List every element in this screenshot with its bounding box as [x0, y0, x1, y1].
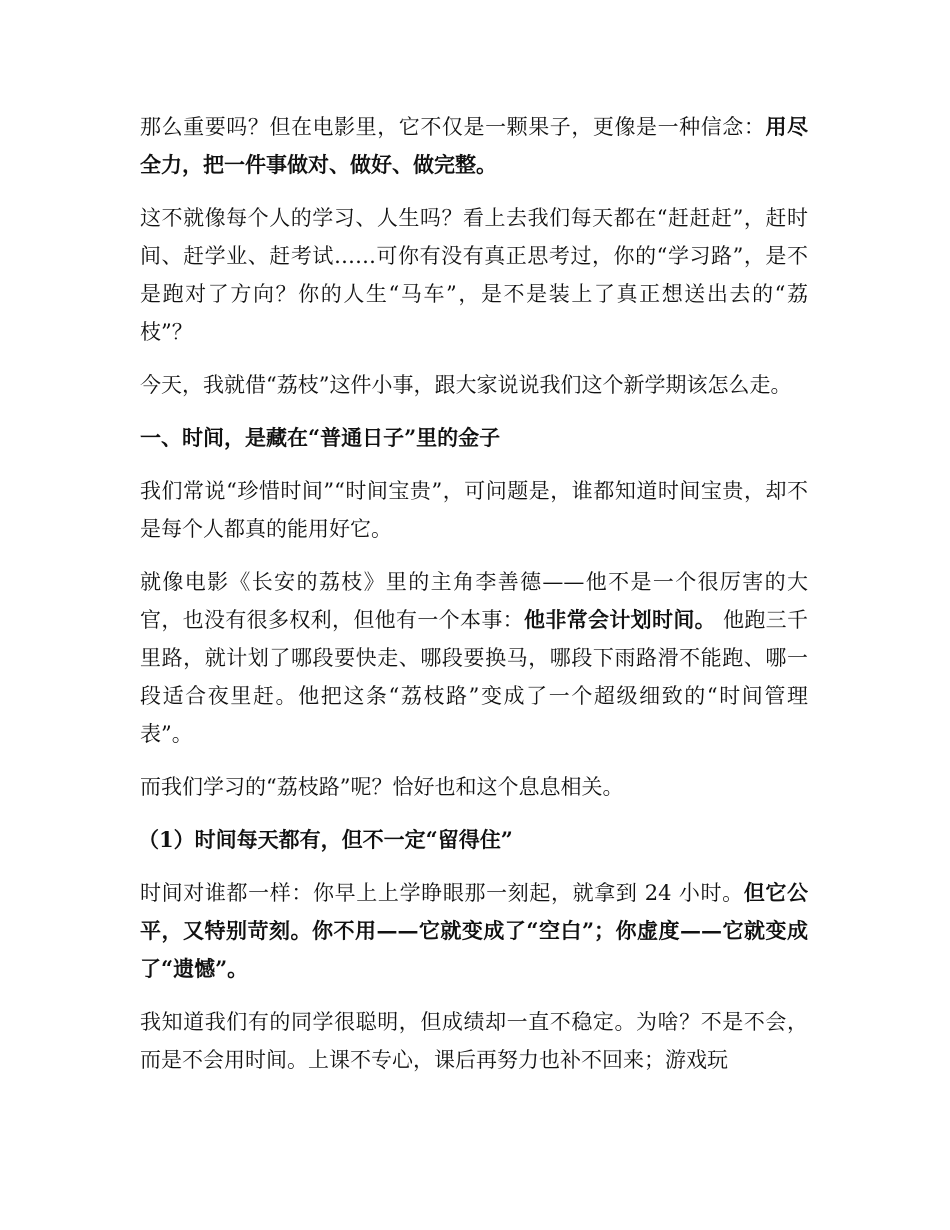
section-heading-1: 一、时间，是藏在“普通日子”里的金子	[140, 425, 501, 450]
paragraph-3: 今天，我就借“荔枝”这件小事，跟大家说说我们这个新学期该怎么走。	[140, 373, 792, 397]
paragraph-5-bold: 他非常会计划时间。	[524, 607, 716, 632]
subsection-heading-1: （1）时间每天都有，但不一定“留得住”	[138, 827, 513, 852]
paragraph-1-bold: 用尽全力，把一件事做对、做好、做完整。	[140, 114, 809, 177]
paragraph-5-text-before: 就像电影《长安的荔枝》里的主角李善德——他不是一个很厉害的大官，也没有很多权利，但他有一个本事：	[140, 570, 808, 632]
paragraph-7-bold: 但它公平，又特别苛刻。你不用——它就变成了“空白”；你虚度——它就变成了“遗憾”。	[140, 880, 808, 981]
paragraph-7	[140, 874, 808, 988]
paragraph-4: 我们常说“珍惜时间”“时间宝贵”，可问题是，谁都知道时间宝贵，却不是每个人都真的能用好它。	[140, 479, 808, 541]
paragraph-2: 这不就像每个人的学习、人生吗？看上去我们每天都在“赶赶赶”，赶时间、赶学业、赶考试……可你有没有真正思考过，你的“学习路”，是不是跑对了方向？你的人生“马车”，是不是装上了真正想送出去的“荔枝”？	[140, 206, 808, 344]
paragraph-5-text-after: 他跑三千里路，就计划了哪段要快走、哪段要换马，哪段下雨路滑不能跑、哪一段适合夜里赶。他把这条“荔枝路”变成了一个超级细致的“时间管理表”。	[140, 608, 809, 746]
document-body	[140, 108, 808, 1094]
paragraph-1-text: 那么重要吗？但在电影里，它不仅是一颗果子，更像是一种信念：	[140, 115, 766, 139]
paragraph-1	[140, 108, 808, 184]
paragraph-5	[140, 563, 808, 753]
paragraph-8: 我知道我们有的同学很聪明，但成绩却一直不稳定。为啥？不是不会，而是不会用时间。上课不专心，课后再努力也补不回来；游戏玩	[140, 1010, 808, 1072]
paragraph-7-text-before: 时间对谁都一样：你早上上学睁眼那一刻起，就拿到 24 小时。	[140, 881, 744, 905]
paragraph-6: 而我们学习的“荔枝路”呢？恰好也和这个息息相关。	[140, 775, 624, 799]
